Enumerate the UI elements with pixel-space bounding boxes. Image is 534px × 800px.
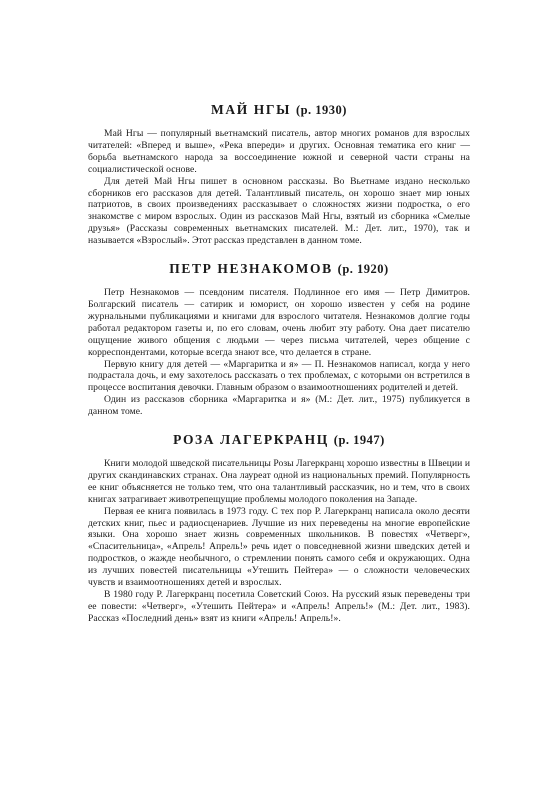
section-heading	[88, 102, 470, 118]
paragraph: Книги молодой шведской писательницы Розы Лагеркранц хорошо известны в Швеции и других скандинавских странах. Она лауреат одной из национальных премий. Популярность ее книг объясняется не только тем, что она талантливый рассказчик, но и тем, что в своих книгах затрагивает животрепещущие проблемы молодого поколения на Западе.	[88, 458, 470, 505]
paragraph: Первую книгу для детей — «Маргаритка и я» — П. Незнакомов написал, когда у него подрастала дочь, и ему захотелось рассказать о тех проблемах, с которыми он встретился в процессе воспитания девочки. Главным образом о взаимоотношениях родителей и детей.	[88, 358, 470, 394]
paragraph: Один из рассказов сборника «Маргаритка и я» (М.: Дет. лит., 1975) публикуется в данном томе.	[88, 394, 470, 418]
paragraph: Петр Незнакомов — псевдоним писателя. Подлинное его имя — Петр Димитров. Болгарский писатель — сатирик и юморист, он хорошо известен у себя на родине журнальными публикациями и книгами для взрослого читателя. Незнакомов долгие годы работал редактором газеты и, по его словам, очень любит эту работу. Она дает писателю ощущение живого общения с людьми — через письма читателей, через общение с корреспондентами, которые всегда знают все, что делается в стране.	[88, 287, 470, 358]
author-name: ПЕТР НЕЗНАКОМОВ	[169, 261, 333, 277]
paragraph: Первая ее книга появилась в 1973 году. С тех пор Р. Лагеркранц написала около десяти детских книг, пьес и радиосценариев. Лучшие из них переведены на многие европейские языки. Она хорошо знает жизнь современных школьников. В повестях «Четверг», «Спасительница», «Апрель! Апрель!» речь идет о повседневной жизни шведских детей и подростков, о жажде необычного, о стремлении понять самого себя и окружающих. Одна из лучших повестей писательницы «Утешить Пейтера» — о сложности человеческих чувств и взаимоотношениях детей и взрослых.	[88, 505, 470, 589]
author-years: (р. 1930)	[295, 103, 347, 117]
paragraph: Май Нгы — популярный вьетнамский писатель, автор многих романов для взрослых читателей: «Вперед и выше», «Река впереди» и других. Основная тематика его книг — борьба вьетнамского народа за воссоединение южной и северной части страны на социалистической основе.	[88, 128, 470, 175]
author-section-petr-neznakomov	[88, 261, 470, 418]
section-heading	[88, 432, 470, 448]
section-heading	[88, 261, 470, 277]
author-section-mai-ngy	[88, 102, 470, 247]
author-section-roza-lagerkranz	[88, 432, 470, 625]
paragraph: Для детей Май Нгы пишет в основном рассказы. Во Вьетнаме издано несколько сборников его рассказов для детей. Талантливый писатель, он хорошо знает мир юных патриотов, в своих произведениях рассказывает о сложностях жизни подростка, о его знакомстве с миром взрослых. Один из рассказов Май Нгы, взятый из сборника «Смелые друзья» (Рассказы современных вьетнамских писателей. М.: Дет. лит., 1970), так и называется «Взрослый». Этот рассказ представлен в данном томе.	[88, 175, 470, 247]
paragraph: В 1980 году Р. Лагеркранц посетила Советский Союз. На русский язык переведены три ее повести: «Четверг», «Утешить Пейтера» и «Апрель! Апрель!» (М.: Дет. лит., 1983). Рассказ «Последний день» взят из книги «Апрель! Апрель!».	[88, 589, 470, 624]
document-page	[88, 102, 470, 625]
author-name: РОЗА ЛАГЕРКРАНЦ	[173, 432, 329, 448]
author-years: (р. 1920)	[337, 262, 389, 277]
author-years: (р. 1947)	[333, 433, 385, 448]
author-name: МАЙ НГЫ	[211, 102, 291, 117]
